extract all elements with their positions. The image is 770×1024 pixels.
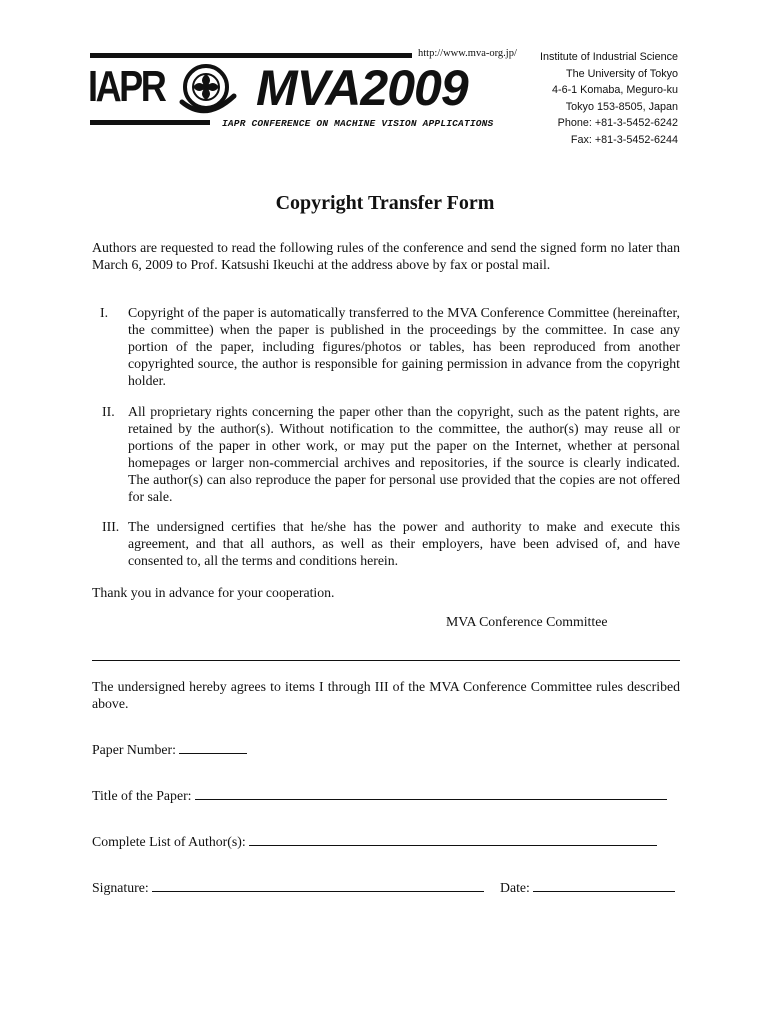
rule-text: All proprietary rights concerning the paper other than the copyright, such as the patent rights, are retained by the author(s). Without notification to the committee, the author(s) may reuse all or portions of the paper in other work, or may put the paper on the Internet, whether at personal homepages or larger non-commercial archives and repositories, if the source is clearly indicated. The author(s) can also reproduce the paper for personal use provided that the copies are not offered for sale.	[128, 404, 680, 504]
intro-paragraph: Authors are requested to read the following rules of the conference and send the signed form no later than March 6, 2009 to Prof. Katsushi Ikeuchi at the address above by fax or postal mail.	[92, 240, 680, 272]
rule-text: Copyright of the paper is automatically transferred to the MVA Conference Committee (hereinafter, the committee) when the paper is published in the proceedings by the committee. In case any portion of the paper, including figures/photos or tables, has been reproduced from another copyrighted source, the author is responsible for gaining permission in advance from the copyright holder.	[128, 305, 680, 388]
address-line: Institute of Industrial Science	[539, 51, 678, 63]
thanks-line: Thank you in advance for your cooperation.	[92, 585, 335, 600]
header-bottom-rule	[90, 120, 210, 125]
paper-number-field	[92, 740, 247, 758]
authors-field	[92, 832, 657, 850]
rule-item-3	[92, 518, 680, 569]
committee-signoff: MVA Conference Committee	[446, 614, 608, 629]
paper-number-input[interactable]	[179, 740, 247, 754]
iapr-emblem-icon	[174, 60, 244, 116]
header-top-rule	[90, 53, 412, 58]
paper-title-field	[92, 786, 667, 804]
fax-number: Fax: +81-3-5452-6244	[570, 133, 678, 146]
paper-title-input[interactable]	[195, 786, 667, 800]
event-title: MVA2009	[256, 60, 468, 116]
conference-name: IAPR CONFERENCE ON MACHINE VISION APPLICATIONS	[222, 118, 494, 129]
rule-number: III.	[102, 519, 120, 534]
date-input[interactable]	[533, 878, 675, 892]
address-line: 4-6-1 Komaba, Meguro-ku	[551, 84, 678, 96]
section-divider	[92, 660, 680, 661]
rule-number: II.	[102, 404, 115, 419]
institute-address	[540, 49, 678, 148]
date-label: Date:	[500, 880, 530, 895]
phone-number: Phone: +81-3-5452-6242	[557, 117, 678, 129]
address-line: Tokyo 153-8505, Japan	[565, 100, 678, 113]
paper-title-label: Title of the Paper:	[92, 788, 192, 803]
rule-item-1	[92, 304, 680, 389]
signature-input[interactable]	[152, 878, 484, 892]
letterhead	[0, 0, 770, 146]
signature-label: Signature:	[92, 880, 149, 895]
rule-text: The undersigned certifies that he/she has the power and authority to make and execute this agreement, and that all authors, as well as their employers, have been advised of, and have consented to, all the terms and conditions herein.	[128, 519, 680, 568]
authors-label: Complete List of Author(s):	[92, 834, 246, 849]
website-url[interactable]: http://www.mva-org.jp/	[418, 48, 517, 59]
address-line: The University of Tokyo	[565, 67, 678, 80]
signature-field	[92, 878, 484, 896]
form-title: Copyright Transfer Form	[275, 192, 495, 214]
agreement-paragraph: The undersigned hereby agrees to items I through III of the MVA Conference Committee rules described above.	[92, 679, 680, 711]
rule-item-2	[92, 403, 680, 505]
authors-input[interactable]	[249, 832, 657, 846]
paper-number-label: Paper Number:	[92, 742, 176, 757]
date-field	[500, 878, 675, 896]
rule-number: I.	[100, 305, 109, 320]
iapr-logo-text: IAPR	[88, 62, 165, 111]
